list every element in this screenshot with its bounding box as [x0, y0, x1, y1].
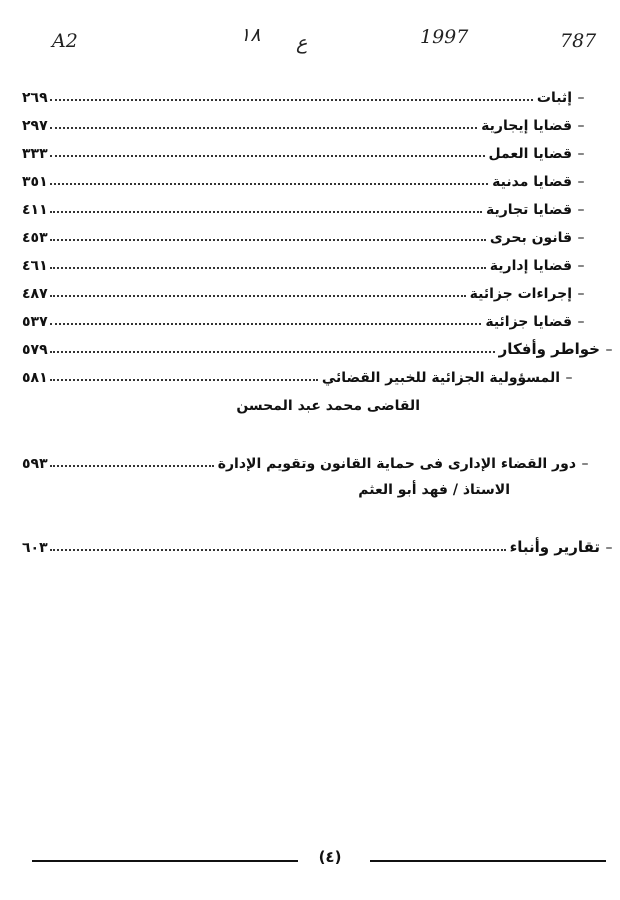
section-reports-page: ٦٠٣	[22, 540, 48, 556]
toc-page: ٤٥٣	[22, 230, 48, 246]
header-year: 1997	[420, 26, 469, 48]
article-author: الاستاذ / فهد أبو العثم	[358, 482, 510, 498]
toc-leader	[50, 548, 506, 551]
toc-dash: –	[605, 342, 613, 358]
toc-leader	[50, 182, 489, 185]
article-title: دور القضاء الإدارى فى حماية القانون وتقويم الإدارة	[217, 456, 576, 472]
toc-label: قانون بحرى	[489, 230, 572, 246]
toc-page: ٣٥١	[22, 174, 48, 190]
toc-dash: –	[577, 286, 585, 302]
toc-leader	[50, 266, 486, 269]
article-author: القاضى محمد عبد المحسن	[236, 398, 420, 414]
toc-row	[22, 306, 590, 330]
toc-leader	[50, 464, 214, 467]
header-ref: 787	[560, 30, 597, 52]
toc-dash: –	[577, 118, 585, 134]
toc-page: ٤٨٧	[22, 286, 48, 302]
section-thoughts-label: خواطر وأفكار	[498, 340, 600, 358]
article-row	[22, 362, 578, 386]
toc-leader	[50, 98, 533, 101]
toc-label: قضايا تجارية	[485, 202, 572, 218]
toc-leader	[50, 378, 318, 381]
toc-label: قضايا العمل	[488, 146, 572, 162]
article-page: ٥٨١	[22, 370, 48, 386]
toc-page: ٥٣٧	[22, 314, 48, 330]
toc-dash: –	[577, 230, 585, 246]
toc-label: إجراءات جزائية	[469, 286, 572, 302]
toc-dash: –	[605, 540, 613, 556]
toc-row	[22, 194, 590, 218]
toc-leader	[50, 350, 495, 353]
toc-dash: –	[577, 314, 585, 330]
toc-page: ٤٦١	[22, 258, 48, 274]
toc-label: قضايا إيجارية	[481, 118, 572, 134]
toc-row	[22, 82, 590, 106]
toc-leader	[50, 154, 485, 157]
toc-label: قضايا إدارية	[489, 258, 572, 274]
toc-dash: –	[577, 90, 585, 106]
toc-dash: –	[577, 174, 585, 190]
toc-label: إثبات	[536, 90, 572, 106]
toc-row	[22, 166, 590, 190]
toc-label: قضايا جزائية	[485, 314, 572, 330]
toc-dash: –	[577, 146, 585, 162]
toc-row	[22, 222, 590, 246]
article-title: المسؤولية الجزائية للخبير القضائي	[321, 370, 560, 386]
toc-leader	[50, 210, 482, 213]
section-thoughts-row	[22, 334, 618, 358]
toc-row	[22, 250, 590, 274]
toc-leader	[50, 126, 478, 129]
article-page: ٥٩٣	[22, 456, 48, 472]
toc-leader	[50, 294, 466, 297]
toc-row	[22, 278, 590, 302]
toc-leader	[50, 238, 486, 241]
section-thoughts-page: ٥٧٩	[22, 342, 48, 358]
article-row	[22, 448, 594, 472]
toc-dash: –	[581, 456, 589, 472]
footer-rule-left	[32, 860, 298, 862]
header-volume: ١٨	[240, 24, 261, 46]
section-reports-label: تقارير وأنباء	[509, 538, 600, 556]
toc-row	[22, 110, 590, 134]
toc-page: ٤١١	[22, 202, 48, 218]
toc-dash: –	[577, 202, 585, 218]
toc-page: ٢٦٩	[22, 90, 48, 106]
toc-dash: –	[565, 370, 573, 386]
toc-page: ٣٣٣	[22, 146, 48, 162]
footer-page-number: (٤)	[318, 848, 342, 866]
toc-dash: –	[577, 258, 585, 274]
toc-leader	[50, 322, 482, 325]
header-code: A2	[52, 30, 78, 52]
section-reports-row	[22, 532, 618, 556]
footer-rule-right	[370, 860, 606, 862]
toc-label: قضايا مدنية	[492, 174, 572, 190]
toc-page: ٢٩٧	[22, 118, 48, 134]
toc-row	[22, 138, 590, 162]
header-issue: ع	[296, 32, 308, 54]
